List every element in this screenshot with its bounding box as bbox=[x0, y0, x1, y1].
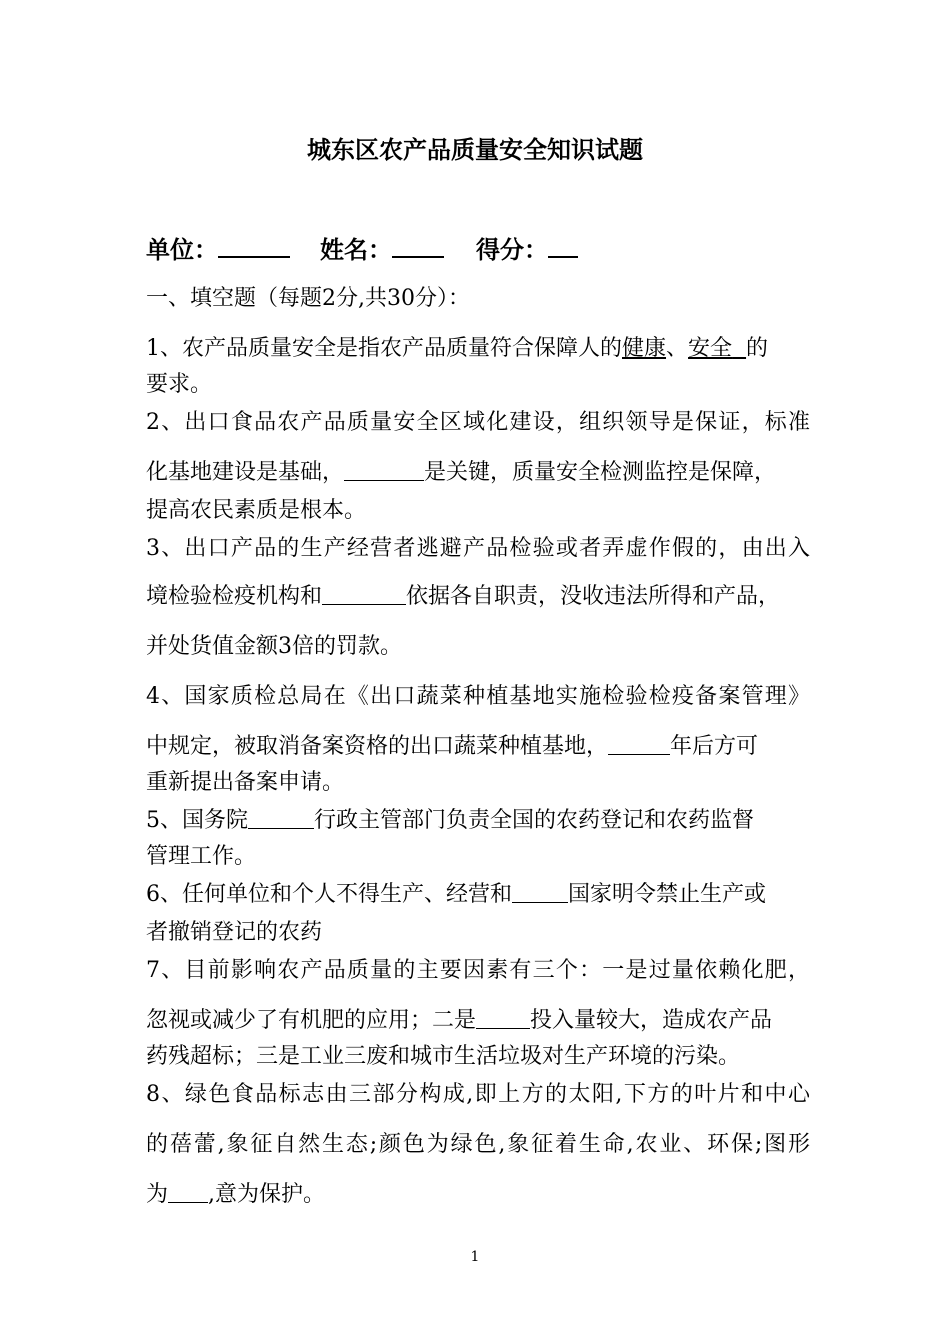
q3-blank[interactable] bbox=[322, 582, 406, 605]
q4-blank[interactable] bbox=[608, 732, 670, 755]
q1-line-1: 1、农产品质量安全是指农产品质量符合保障人的健康、安全 的 bbox=[146, 336, 769, 361]
q4-line-3: 重新提出备案申请。 bbox=[146, 770, 345, 795]
q4-line-1: 4、国家质检总局在《出口蔬菜种植基地实施检验检疫备案管理》 bbox=[146, 684, 810, 709]
q4-line-2: 中规定，被取消备案资格的出口蔬菜种植基地， 年后方可 bbox=[146, 734, 759, 759]
page-number: 1 bbox=[470, 1249, 480, 1265]
name-label: 姓名： bbox=[320, 235, 392, 264]
q6-line-2: 者撤销登记的农药 bbox=[146, 920, 323, 945]
q1-answer-2: 安全 bbox=[688, 336, 733, 361]
score-blank[interactable] bbox=[548, 232, 578, 258]
q8-line-3: 为 ,意为保护。 bbox=[146, 1182, 326, 1207]
q5-line-1: 5、国务院 行政主管部门负责全国的农药登记和农药监督 bbox=[146, 808, 755, 833]
section-heading: 一、填空题（每题2分,共30分）： bbox=[146, 286, 470, 311]
unit-label: 单位： bbox=[146, 235, 218, 264]
q7-blank[interactable] bbox=[476, 1006, 530, 1029]
q5-blank[interactable] bbox=[248, 806, 314, 829]
unit-blank[interactable] bbox=[218, 232, 290, 258]
q2-blank[interactable] bbox=[344, 458, 424, 481]
q3-line-3: 并处货值金额3倍的罚款。 bbox=[146, 634, 402, 659]
q8-blank[interactable] bbox=[168, 1180, 208, 1203]
q7-line-3: 药残超标；三是工业三废和城市生活垃圾对生产环境的污染。 bbox=[146, 1044, 741, 1069]
q5-line-2: 管理工作。 bbox=[146, 844, 257, 869]
name-blank[interactable] bbox=[392, 232, 444, 258]
score-label: 得分： bbox=[476, 235, 548, 264]
q6-blank[interactable] bbox=[512, 880, 568, 903]
q3-line-2: 境检验检疫机构和 依据各自职责，没收违法所得和产品， bbox=[146, 584, 781, 609]
q2-line-2: 化基地建设是基础， 是关键，质量安全检测监控是保障， bbox=[146, 460, 777, 485]
document-title: 城东区农产品质量安全知识试题 bbox=[307, 135, 643, 164]
q8-line-2: 的蓓蕾,象征自然生态;颜色为绿色,象征着生命,农业、环保;图形 bbox=[146, 1132, 810, 1157]
q3-line-1: 3、出口产品的生产经营者逃避产品检验或者弄虚作假的，由出入 bbox=[146, 536, 810, 561]
q8-line-1: 8、绿色食品标志由三部分构成,即上方的太阳,下方的叶片和中心 bbox=[146, 1082, 810, 1107]
q2-line-1: 2、出口食品农产品质量安全区域化建设，组织领导是保证，标准 bbox=[146, 410, 810, 435]
q6-line-1: 6、任何单位和个人不得生产、经营和 国家明令禁止生产或 bbox=[146, 882, 767, 907]
q1-line-2: 要求。 bbox=[146, 372, 213, 397]
q2-line-3: 提高农民素质是根本。 bbox=[146, 498, 367, 523]
q7-line-2: 忽视或减少了有机肥的应用；二是 投入量较大，造成农产品 bbox=[146, 1008, 773, 1033]
info-row bbox=[146, 232, 578, 267]
q1-answer-1: 健康 bbox=[622, 336, 667, 361]
q7-line-1: 7、目前影响农产品质量的主要因素有三个：一是过量依赖化肥， bbox=[146, 958, 810, 983]
